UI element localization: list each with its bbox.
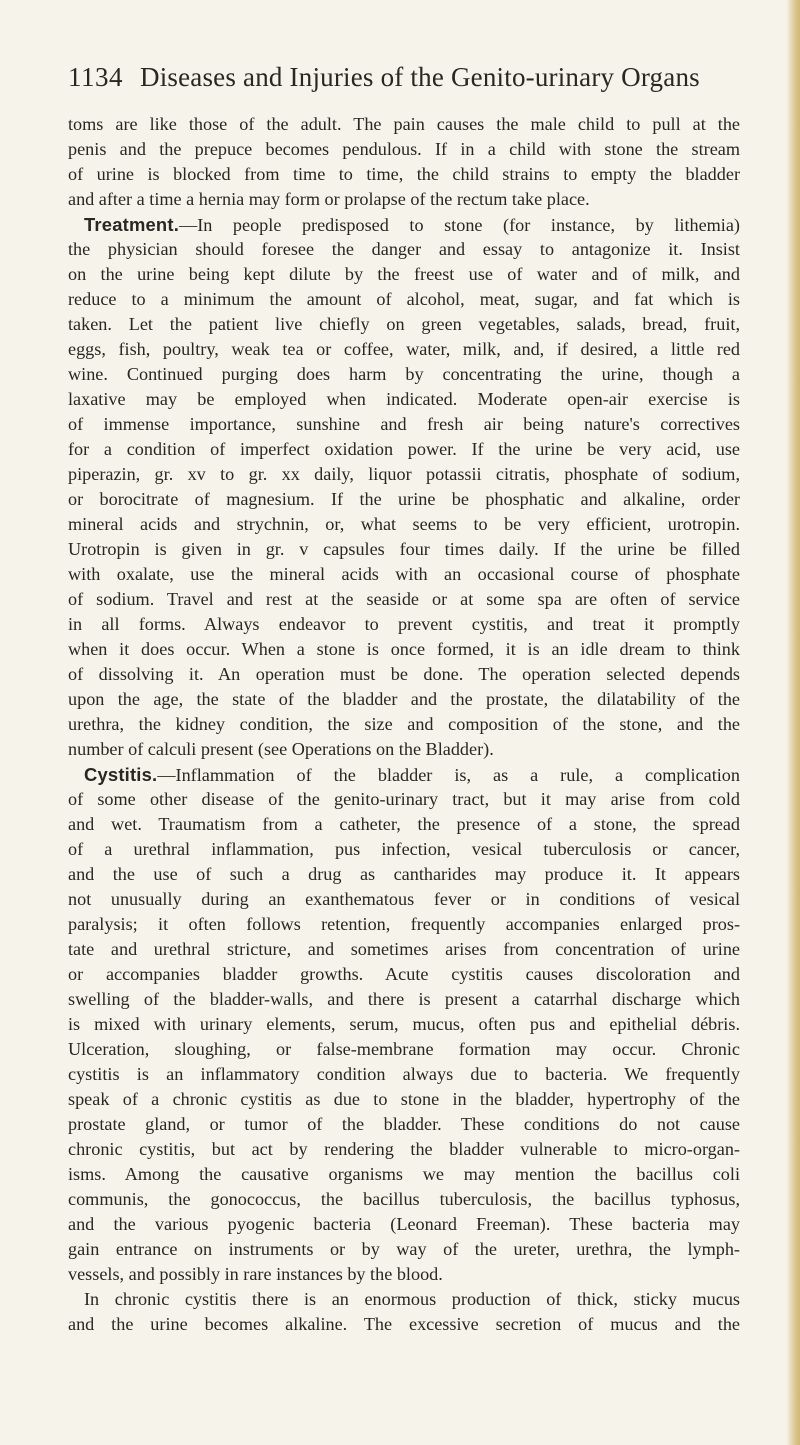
text-line xyxy=(68,762,740,787)
text-line: and the urine becomes alkaline. The excessive secretion of mucus and the xyxy=(68,1314,740,1334)
text-line: prostate gland, or tumor of the bladder. These conditions do not cause xyxy=(68,1114,740,1134)
cystitis-heading: Cystitis. xyxy=(84,764,158,785)
text-line: of a urethral inflammation, pus infection, vesical tuberculosis or cancer, xyxy=(68,839,740,859)
body-text xyxy=(68,112,740,1337)
text-line: of dissolving it. An operation must be done. The operation selected depends xyxy=(68,664,740,684)
text-line: of some other disease of the genito-urinary tract, but it may arise from cold xyxy=(68,789,740,809)
text-line: and the various pyogenic bacteria (Leonard Freeman). These bacteria may xyxy=(68,1214,740,1234)
text-line: speak of a chronic cystitis as due to stone in the bladder, hypertrophy of the xyxy=(68,1089,740,1109)
text-line: urethra, the kidney condition, the size and composition of the stone, and the xyxy=(68,714,740,734)
text-line: and after a time a hernia may form or prolapse of the rectum take place. xyxy=(68,189,590,209)
text-line-continuation: —Inflammation of the bladder is, as a rule, a complication xyxy=(157,765,740,785)
text-line: eggs, fish, poultry, weak tea or coffee, water, milk, and, if desired, a little red xyxy=(68,339,740,359)
text-line: vessels, and possibly in rare instances by the blood. xyxy=(68,1264,443,1284)
text-line: Ulceration, sloughing, or false-membrane formation may occur. Chronic xyxy=(68,1039,740,1059)
text-line: or borocitrate of magnesium. If the urine be phosphatic and alkaline, order xyxy=(68,489,740,509)
text-line-continuation: —In people predisposed to stone (for instance, by lithemia) xyxy=(179,215,740,235)
running-title: Diseases and Injuries of the Genito-urinary Organs xyxy=(140,62,700,92)
treatment-heading: Treatment. xyxy=(84,214,180,235)
text-line: taken. Let the patient live chiefly on green vegetables, salads, bread, fruit, xyxy=(68,314,740,334)
text-line: on the urine being kept dilute by the freest use of water and of milk, and xyxy=(68,264,740,284)
text-line: reduce to a minimum the amount of alcohol, meat, sugar, and fat which is xyxy=(68,289,740,309)
text-line: mineral acids and strychnin, or, what seems to be very efficient, urotropin. xyxy=(68,514,740,534)
text-line: gain entrance on instruments or by way of the ureter, urethra, the lymph- xyxy=(68,1239,740,1259)
text-line: toms are like those of the adult. The pain causes the male child to pull at the xyxy=(68,114,740,134)
text-line: in all forms. Always endeavor to prevent cystitis, and treat it promptly xyxy=(68,614,740,634)
text-line: and wet. Traumatism from a catheter, the presence of a stone, the spread xyxy=(68,814,740,834)
text-line: In chronic cystitis there is an enormous production of thick, sticky mucus xyxy=(84,1289,740,1309)
text-line: number of calculi present (see Operations on the Bladder). xyxy=(68,739,494,759)
text-line: laxative may be employed when indicated. Moderate open-air exercise is xyxy=(68,389,740,409)
text-line: the physician should foresee the danger and essay to antagonize it. Insist xyxy=(68,239,740,259)
page-edge-shading xyxy=(786,0,800,1445)
text-line: upon the age, the state of the bladder and the prostate, the dilatability of the xyxy=(68,689,740,709)
text-line: and the use of such a drug as cantharides may produce it. It appears xyxy=(68,864,740,884)
text-line: paralysis; it often follows retention, frequently accompanies enlarged pros- xyxy=(68,914,740,934)
text-line: swelling of the bladder-walls, and there is present a catarrhal discharge which xyxy=(68,989,740,1009)
text-line: cystitis is an inflammatory condition always due to bacteria. We frequently xyxy=(68,1064,740,1084)
text-line: Urotropin is given in gr. v capsules four times daily. If the urine be filled xyxy=(68,539,740,559)
text-line: or accompanies bladder growths. Acute cystitis causes discoloration and xyxy=(68,964,740,984)
text-line: of urine is blocked from time to time, the child strains to empty the bladder xyxy=(68,164,740,184)
text-line: penis and the prepuce becomes pendulous. If in a child with stone the stream xyxy=(68,139,740,159)
text-line: is mixed with urinary elements, serum, mucus, often pus and epithelial débris. xyxy=(68,1014,740,1034)
text-line: piperazin, gr. xv to gr. xx daily, liquor potassii citratis, phosphate of sodium, xyxy=(68,464,740,484)
text-line: for a condition of imperfect oxidation power. If the urine be very acid, use xyxy=(68,439,740,459)
text-line: tate and urethral stricture, and sometimes arises from concentration of urine xyxy=(68,939,740,959)
text-line: when it does occur. When a stone is once formed, it is an idle dream to think xyxy=(68,639,740,659)
text-line: chronic cystitis, but act by rendering the bladder vulnerable to micro-organ- xyxy=(68,1139,740,1159)
text-line: wine. Continued purging does harm by concentrating the urine, though a xyxy=(68,364,740,384)
text-line: isms. Among the causative organisms we may mention the bacillus coli xyxy=(68,1164,740,1184)
text-line: communis, the gonococcus, the bacillus tuberculosis, the bacillus typhosus, xyxy=(68,1189,740,1209)
text-line: not unusually during an exanthematous fever or in conditions of vesical xyxy=(68,889,740,909)
text-line: of immense importance, sunshine and fresh air being nature's correctives xyxy=(68,414,740,434)
text-line: of sodium. Travel and rest at the seaside or at some spa are often of service xyxy=(68,589,740,609)
page-number: 1134 xyxy=(68,62,123,92)
text-line xyxy=(68,212,740,237)
text-line: with oxalate, use the mineral acids with an occasional course of phosphate xyxy=(68,564,740,584)
running-head xyxy=(68,62,748,102)
